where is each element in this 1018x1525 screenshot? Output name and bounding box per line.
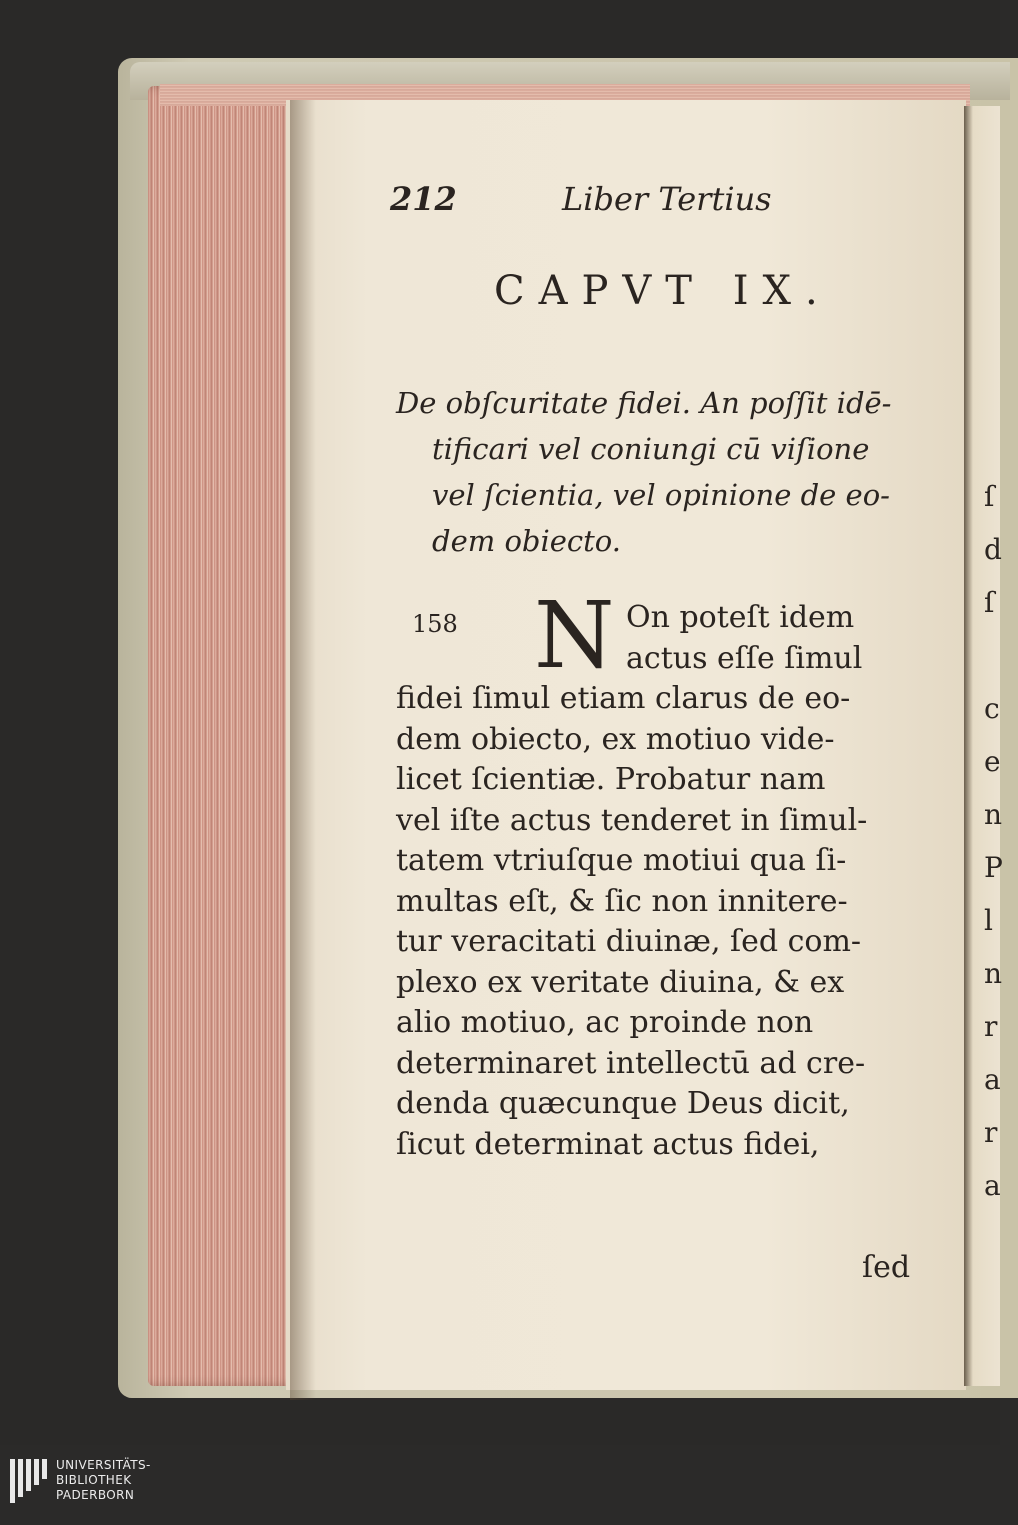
paragraph-number: 158 [412, 610, 458, 638]
chapter-summary [396, 380, 956, 564]
text-line: fidei ſimul etiam clarus de eo- [396, 681, 851, 716]
facing-letter: r [984, 1010, 998, 1043]
text-line: alio motiuo, ac proinde non [396, 1005, 814, 1040]
facing-page-letters [984, 470, 1003, 1212]
text-line: tatem vtriuſque motiui qua ſi- [396, 843, 847, 878]
facing-letter: r [984, 1116, 998, 1149]
summary-line: dem obiecto. [432, 524, 621, 558]
logo-line: UNIVERSITÄTS- [56, 1458, 151, 1472]
text-line: tur veracitati diuinæ, ſed com- [396, 924, 862, 959]
page-number: 212 [390, 180, 457, 218]
text-line: vel iſte actus tenderet in ſimul- [396, 802, 868, 838]
text-line: On poteſt idem [626, 600, 855, 635]
facing-letter: ſ [984, 586, 995, 619]
logo-line: PADERBORN [56, 1488, 135, 1502]
page-header [390, 180, 910, 226]
text-line: dem obiecto, ex motiuo vide- [396, 721, 835, 757]
facing-letter: P [984, 851, 1003, 884]
summary-line: tificari vel coniungi cū viſione [432, 432, 870, 466]
facing-letter: a [984, 1169, 1001, 1202]
text-line: ſicut determinat actus fidei, [396, 1126, 820, 1162]
facing-letter: e [984, 745, 1001, 778]
text-line: determinaret intellectū ad cre- [396, 1045, 866, 1081]
text-line: multas eſt, & ſic non innitere- [396, 883, 848, 919]
body-text [396, 598, 956, 1165]
library-logo-icon [10, 1459, 48, 1503]
facing-letter: l [984, 904, 993, 937]
text-line: actus eſſe ſimul [626, 640, 863, 676]
drop-cap: N [534, 582, 615, 689]
facing-letter: a [984, 1063, 1001, 1096]
chapter-heading: CAPVT IX. [494, 268, 832, 314]
catchword: ſed [862, 1250, 911, 1285]
facing-letter: n [984, 798, 1003, 831]
facing-letter: d [984, 533, 1002, 566]
page-edges [148, 86, 298, 1386]
summary-line: vel ſcientia, vel opinione de eo- [432, 478, 890, 512]
facing-letter [984, 629, 1000, 682]
facing-letter: ſ [984, 480, 995, 513]
running-title: Liber Tertius [562, 180, 772, 218]
logo-line: BIBLIOTHEK [56, 1473, 132, 1487]
facing-letter: c [984, 692, 1000, 725]
text-line: licet ſcientiæ. Probatur nam [396, 762, 826, 797]
library-footer [0, 1445, 1000, 1525]
library-logo-text [56, 1458, 151, 1503]
left-page [286, 100, 966, 1390]
text-line: plexo ex veritate diuina, & ex [396, 964, 845, 1000]
facing-letter: n [984, 957, 1003, 990]
summary-line: De obſcuritate fidei. An poſſit idē- [396, 386, 892, 420]
text-line: denda quæcunque Deus dicit, [396, 1086, 850, 1121]
gutter-shadow [290, 100, 316, 1400]
